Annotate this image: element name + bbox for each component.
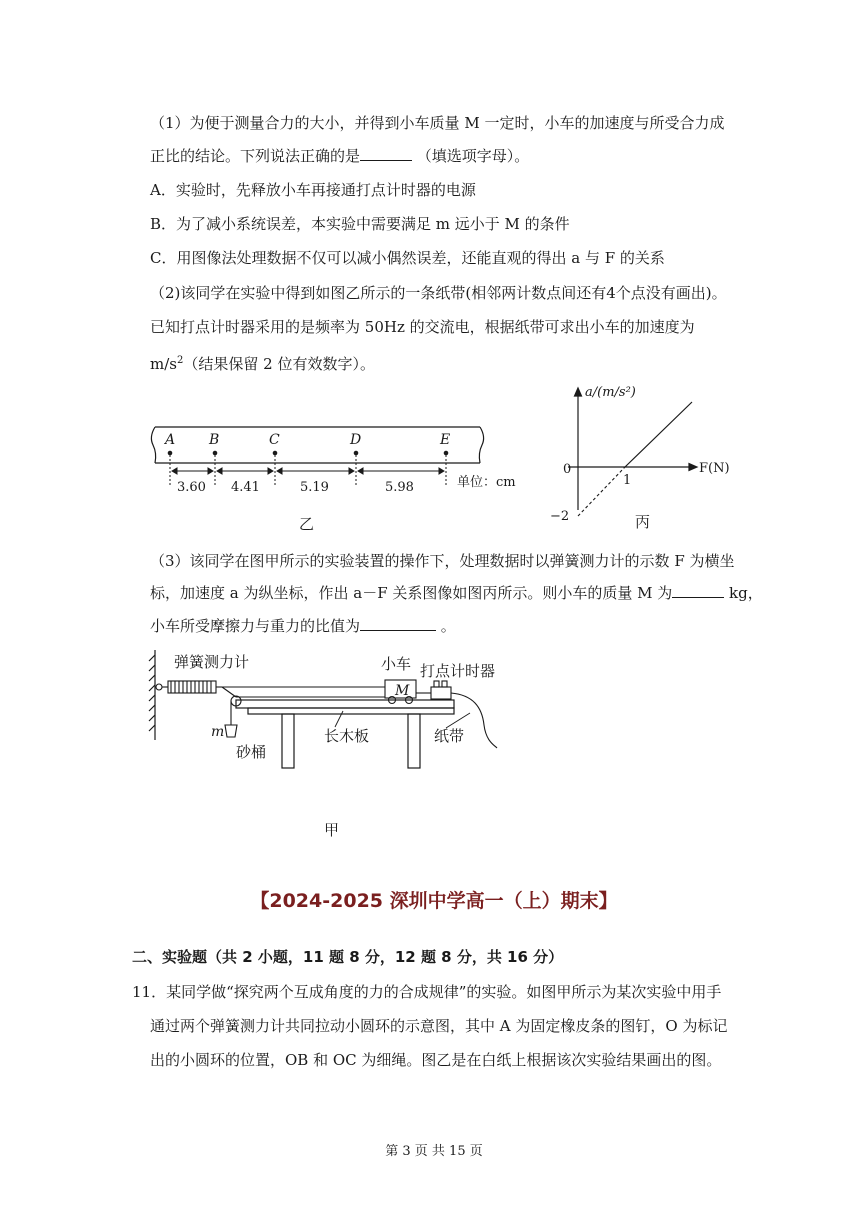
- tape-unit-label: 单位：cm: [457, 475, 516, 490]
- tape-right-tear: [479, 427, 483, 463]
- label-board: 长木板: [324, 727, 370, 745]
- tape-point-c: [273, 451, 278, 456]
- table-leg-left: [282, 714, 294, 768]
- tape-point-d: [354, 451, 359, 456]
- q1-line2: [150, 146, 529, 166]
- graph-x-label: F(N): [699, 461, 730, 476]
- q11-line3: 出的小圆环的位置，OB 和 OC 为细绳。图乙是在白纸上根据该次实验结果画出的图。: [150, 1051, 722, 1069]
- q3-line1: （3）该同学在图甲所示的实验装置的操作下，处理数据时以弹簧测力计的示数 F 为横坐: [150, 552, 735, 570]
- table-top: [248, 708, 454, 714]
- graph-x-intercept: 1: [623, 473, 632, 488]
- q1-line2-hint: （填选项字母）。: [416, 147, 530, 165]
- table-leg-right: [408, 714, 420, 768]
- tape-label-a: A: [165, 432, 176, 448]
- q2-unit: m/s: [150, 355, 177, 373]
- tape-caption: 乙: [299, 515, 315, 533]
- q2-line3: [150, 351, 375, 374]
- q3-line2: [150, 583, 763, 603]
- graph-y-label: a/(m/s²): [585, 385, 636, 400]
- tape-distance-cd: 5.19: [300, 480, 329, 495]
- page-footer: 第 3 页 共 15 页: [385, 1144, 483, 1159]
- option-c: C．用图像法处理数据不仅可以减小偶然误差，还能直观的得出 a 与 F 的关系: [150, 249, 665, 267]
- tape-point-b: [213, 451, 218, 456]
- tape-distance-ab: 3.60: [177, 480, 206, 495]
- ticker-timer: [431, 687, 451, 699]
- q11-line1: 11．某同学做“探究两个互成角度的力的合成规律”的实验。如图甲所示为某次实验中用手: [132, 983, 722, 1001]
- answer-blank-ratio[interactable]: [360, 616, 436, 631]
- tape-label-d: D: [350, 432, 362, 448]
- answer-blank-mass[interactable]: [672, 583, 724, 598]
- label-cart-mass: M: [395, 683, 410, 699]
- tape-label-e: E: [440, 432, 451, 448]
- q1-line2-text: 正比的结论。下列说法正确的是: [150, 147, 361, 165]
- af-graph: [545, 380, 730, 535]
- graph-origin-label: 0: [563, 462, 572, 477]
- tape-left-tear: [151, 427, 155, 463]
- q3-line3-end: 。: [440, 617, 456, 635]
- graph-y-intercept: −2: [550, 509, 570, 524]
- sand-bucket: [225, 725, 237, 737]
- q11-line2: 通过两个弹簧测力计共同拉动小圆环的示意图，其中 A 为固定橡皮条的图钉，O 为标记: [150, 1017, 728, 1035]
- q2-unit-sup: 2: [176, 355, 184, 366]
- graph-extrapolation-line: [578, 467, 625, 516]
- q3-line2-text: 标，加速度 a 为纵坐标，作出 a－F 关系图像如图丙所示。则小车的质量 M 为: [150, 584, 673, 602]
- label-cart: 小车: [381, 655, 412, 673]
- label-bucket: 砂桶: [236, 743, 267, 761]
- label-timer: 打点计时器: [420, 662, 496, 680]
- tape-point-e: [444, 451, 449, 456]
- q3-line3-text: 小车所受摩擦力与重力的比值为: [150, 617, 361, 635]
- long-board: [236, 700, 454, 708]
- tape-distance-de: 5.98: [385, 480, 414, 495]
- graph-y-arrow: [575, 388, 582, 396]
- tape-label-c: C: [269, 432, 280, 448]
- label-spring-scale: 弹簧测力计: [174, 653, 250, 671]
- section-title: 二、实验题（共 2 小题，11 题 8 分，12 题 8 分，共 16 分）: [132, 948, 564, 966]
- apparatus-figure: [148, 645, 518, 845]
- wall-hook: [156, 684, 162, 690]
- graph-data-line: [625, 402, 692, 467]
- option-a: A．实验时，先释放小车再接通打点计时器的电源: [150, 181, 476, 199]
- q2-line3-rest: （结果保留 2 位有效数字）。: [183, 355, 375, 373]
- label-bucket-mass: m: [211, 724, 225, 740]
- option-b: B．为了减小系统误差，本实验中需要满足 m 远小于 M 的条件: [150, 215, 570, 233]
- exam-heading: 【2024-2025 深圳中学高一（上）期末】: [250, 890, 618, 912]
- label-paper-tape: 纸带: [434, 727, 465, 745]
- tape-point-a: [168, 451, 173, 456]
- graph-caption: 丙: [635, 513, 651, 531]
- tape-label-b: B: [209, 432, 220, 448]
- tape-figure: [145, 415, 535, 540]
- tape-distance-bc: 4.41: [231, 480, 260, 495]
- graph-x-arrow: [689, 464, 697, 471]
- q3-line3: [150, 616, 456, 636]
- answer-blank-q1[interactable]: [360, 146, 412, 161]
- q1-line1: （1）为便于测量合力的大小，并得到小车质量 M 一定时，小车的加速度与所受合力成: [150, 114, 725, 132]
- q2-line2: 已知打点计时器采用的是频率为 50Hz 的交流电，根据纸带可求出小车的加速度为: [150, 318, 695, 336]
- apparatus-caption: 甲: [324, 821, 340, 839]
- q2-line1: （2)该同学在实验中得到如图乙所示的一条纸带(相邻两计数点间还有4个点没有画出)。: [150, 284, 727, 302]
- q3-line2-unit: kg，: [729, 584, 763, 602]
